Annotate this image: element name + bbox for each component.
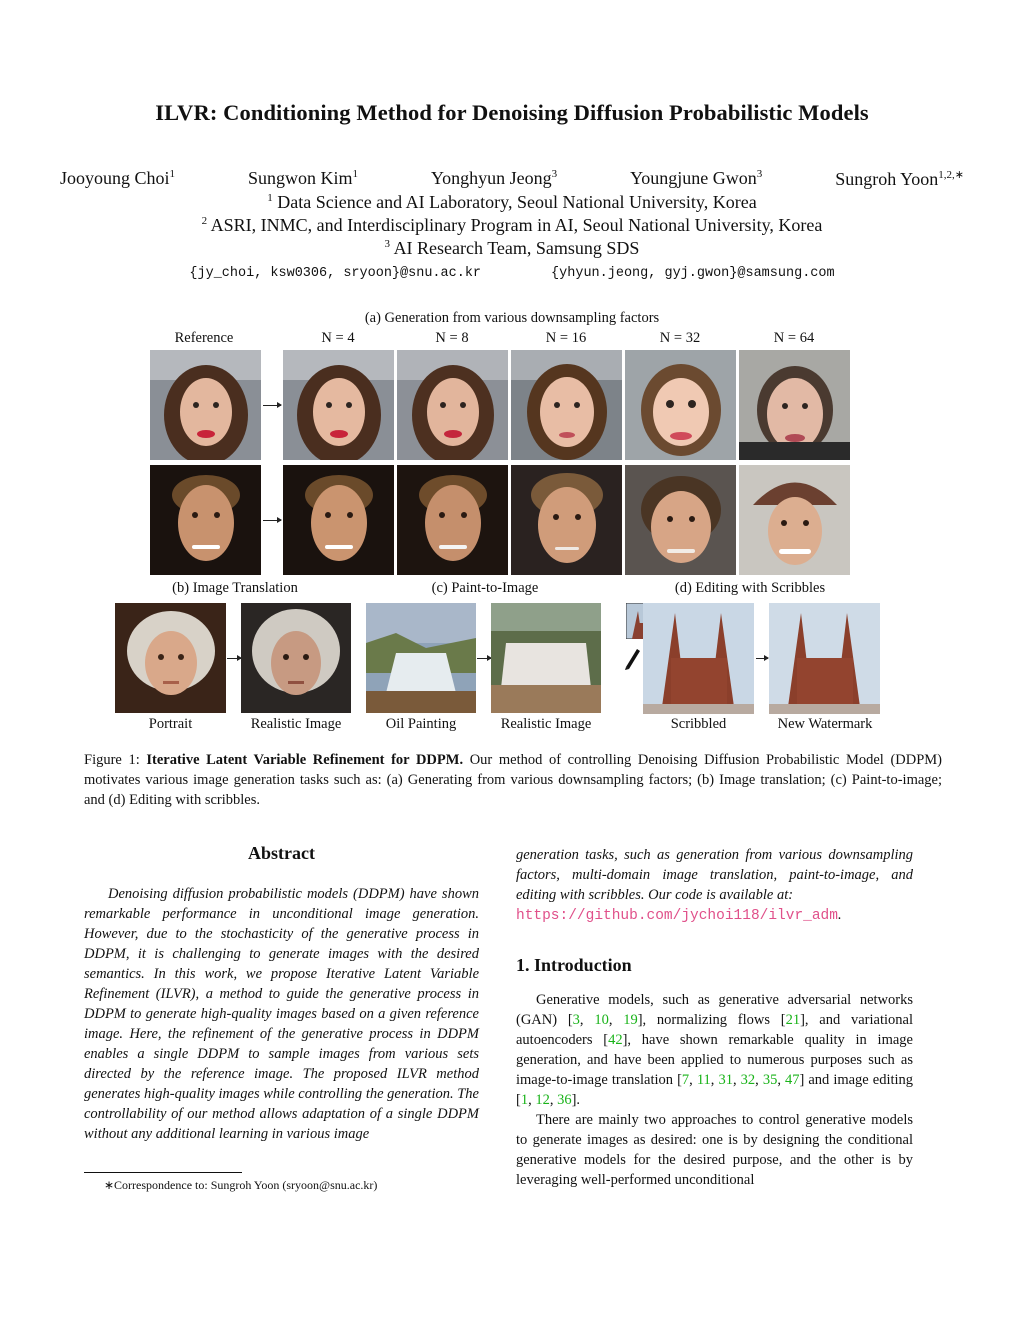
citation-link[interactable]: 3 bbox=[572, 1012, 580, 1028]
column-label: Reference bbox=[174, 330, 234, 346]
affiliation: $^1$ Data Science and AI Laboratory, Seoul National University, Korea bbox=[267, 192, 757, 212]
affiliation: $^3$ AI Research Team, Samsung SDS bbox=[384, 238, 640, 258]
column-label: N = 32 bbox=[659, 330, 701, 346]
figure-part-c-title: (c) Paint-to-Image bbox=[431, 580, 539, 596]
abstract-text: Denoising diffusion probabilistic models (DDPM) have shown remarkable performance in unconditional image generation. However, due to the stochasticity of the generative process in DDPM, it is challenging to generate images with the desired semantics. In this work, we propose Iterative Latent Variable Refinement (ILVR), a method to guide the generative process in DDPM to generate high-quality images based on a given reference image. Here, the refinement of the generative process in DDPM enables a single DDPM to sample images from various sets directed by the reference image. The proposed ILVR method generates high-quality images while controlling the generation. The controllability of our method allows adaptation of a single DDPM without any additional learning in various image bbox=[84, 886, 479, 1142]
abstract-heading: Abstract bbox=[248, 843, 315, 863]
generated-image-n16-man bbox=[511, 465, 622, 575]
scribbled-cathedral-image bbox=[643, 603, 754, 714]
email-snu: {jy_choi, ksw0306, sryoon}@snu.ac.kr bbox=[189, 266, 482, 281]
author: Youngjune Gwon$^3$ bbox=[630, 168, 763, 188]
intro-paragraph-2: There are mainly two approaches to control generative models to generate images as desired: one is by designing the conditional generative models for the desired purpose, and the other is by leveraging well-performed unconditional bbox=[516, 1112, 913, 1188]
affiliation: $^2$ ASRI, INMC, and Interdisciplinary Program in AI, Seoul National University, Korea bbox=[201, 215, 823, 235]
image-label: Portrait bbox=[148, 716, 193, 732]
image-label: Oil Painting bbox=[385, 716, 457, 732]
figure-caption: Figure 1: Iterative Latent Variable Refinement for DDPM. Our method of controlling Denoising Diffusion Probabilistic Model (DDPM) motivates various image generation tasks such as: (a) Generating from various downsampling factors; (b) Image translation; (c) Paint-to-image; and (d) Editing with scribbles. bbox=[84, 752, 943, 808]
reference-image-man bbox=[150, 465, 261, 575]
generated-image-n32-woman bbox=[625, 465, 736, 575]
author: Sungwon Kim$^1$ bbox=[247, 168, 358, 188]
citation-link[interactable]: 10 bbox=[594, 1012, 609, 1028]
footnote: ∗Correspondence to: Sungroh Yoon (sryoon@snu.ac.kr) bbox=[104, 1178, 378, 1192]
introduction-heading: 1. Introduction bbox=[516, 955, 632, 975]
generated-image-n64-older-woman bbox=[739, 350, 850, 460]
arrow-icon bbox=[263, 405, 281, 406]
citation-link[interactable]: 31 bbox=[718, 1072, 733, 1088]
arrow-icon bbox=[756, 658, 768, 659]
column-label: N = 4 bbox=[321, 330, 355, 346]
pen-icon bbox=[622, 645, 642, 671]
generated-image-n4-woman bbox=[283, 350, 394, 460]
realistic-portrait-image bbox=[241, 603, 351, 713]
citation-link[interactable]: 42 bbox=[608, 1032, 623, 1048]
introduction-text bbox=[516, 990, 913, 1190]
image-label: Scribbled bbox=[670, 716, 727, 732]
figure-part-a-title: (a) Generation from various downsampling factors bbox=[364, 310, 660, 326]
new-watermark-cathedral-image bbox=[769, 603, 880, 714]
citation-link[interactable]: 21 bbox=[785, 1012, 801, 1028]
paper-title: ILVR: Conditioning Method for Denoising Diffusion Probabilistic Models bbox=[155, 100, 869, 125]
abstract-continued: generation tasks, such as generation from various downsampling factors, multi-domain image translation, paint-to-image, and editing with scribbles. Our code is available at: https://github.com/jychoi118/ilvr_adm. bbox=[516, 847, 913, 924]
citation-link[interactable]: 7 bbox=[681, 1072, 690, 1088]
generated-image-n64-man-hat bbox=[739, 465, 850, 575]
generated-image-n4-man bbox=[283, 465, 394, 575]
citation-link[interactable]: 35 bbox=[762, 1072, 778, 1088]
citation-link[interactable]: 47 bbox=[784, 1072, 800, 1088]
image-label: Realistic Image bbox=[500, 716, 592, 732]
generated-image-n8-woman bbox=[397, 350, 508, 460]
figure-part-b-title: (b) Image Translation bbox=[172, 580, 298, 596]
footnote-divider bbox=[84, 1172, 242, 1173]
image-label: New Watermark bbox=[777, 716, 873, 732]
intro-paragraph-1: Generative models, such as generative adversarial networks (GAN) [3, 10, 19], normalizing flows [21], and variational autoencoders [42], have shown remarkable quality in image generation, and have been applied to numerous purposes such as image-to-image translation [7, 11, 31, 32, 35, 47] and image editing [1, 12, 36]. bbox=[516, 992, 914, 1108]
citation-link[interactable]: 12 bbox=[535, 1092, 550, 1108]
arrow-icon bbox=[227, 658, 241, 659]
code-link[interactable]: https://github.com/jychoi118/ilvr_adm bbox=[516, 908, 838, 924]
author: Jooyoung Choi$^1$ bbox=[60, 168, 176, 188]
column-label: N = 16 bbox=[545, 330, 587, 346]
figure-part-d-title: (d) Editing with Scribbles bbox=[674, 580, 826, 596]
email-samsung: {yhyun.jeong, gyj.gwon}@samsung.com bbox=[551, 266, 835, 281]
column-label: N = 64 bbox=[773, 330, 815, 346]
generated-image-n32-girl bbox=[625, 350, 736, 460]
column-label: N = 8 bbox=[435, 330, 469, 346]
oil-painting-image bbox=[366, 603, 476, 713]
image-label: Realistic Image bbox=[250, 716, 342, 732]
arrow-icon bbox=[263, 520, 281, 521]
email-line bbox=[0, 266, 1024, 281]
citation-link[interactable]: 11 bbox=[696, 1072, 711, 1088]
citation-link[interactable]: 1 bbox=[520, 1092, 529, 1108]
citation-link[interactable]: 32 bbox=[740, 1072, 756, 1088]
author: Sungroh Yoon$^{1,2,∗}$ bbox=[835, 169, 964, 189]
citation-link[interactable]: 36 bbox=[557, 1092, 572, 1108]
reference-image-woman bbox=[150, 350, 261, 460]
realistic-waterfall-image bbox=[491, 603, 601, 713]
author-list bbox=[60, 168, 964, 190]
portrait-painting-image bbox=[115, 603, 226, 713]
citation-link[interactable]: 19 bbox=[623, 1012, 638, 1028]
arrow-icon bbox=[477, 658, 491, 659]
generated-image-n8-man bbox=[397, 465, 508, 575]
generated-image-n16-woman bbox=[511, 350, 622, 460]
author: Yonghyun Jeong$^3$ bbox=[430, 168, 558, 188]
